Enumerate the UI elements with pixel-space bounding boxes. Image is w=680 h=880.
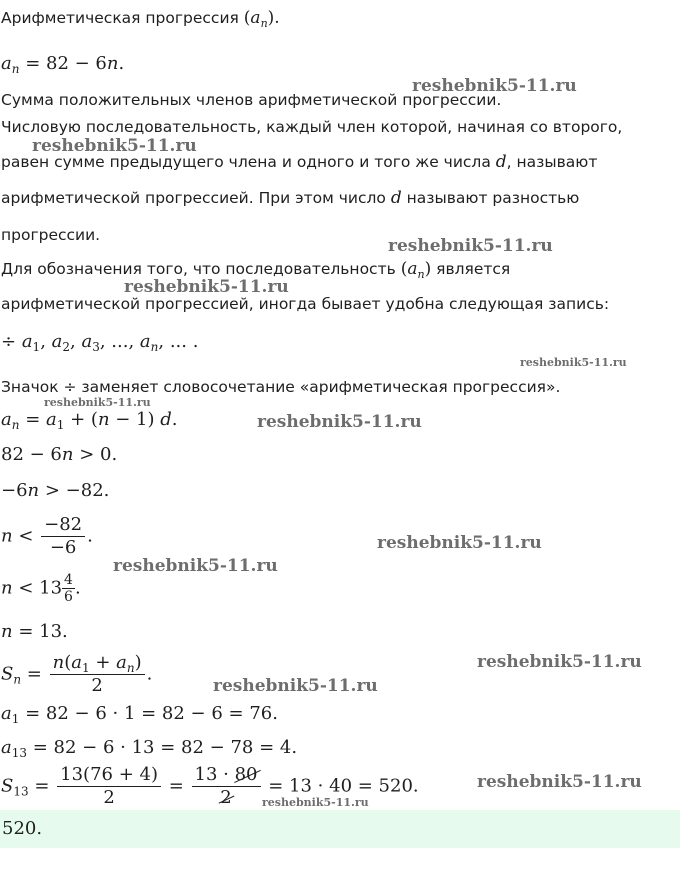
fraction-4-6: $\frac{4}{6}$ [64, 572, 73, 605]
formula-n-equals: n = 13. [1, 621, 68, 642]
line-6b-text: называют разностью [406, 189, 580, 207]
watermark: reshebnik5-11.ru [388, 236, 553, 256]
watermark: reshebnik5-11.ru [262, 796, 369, 809]
formula-an: $a_n = 82 - 6n$. [1, 53, 125, 76]
text-line-11: Значок ÷ заменяет словосочетание «арифметическая прогрессия». [1, 378, 561, 396]
watermark: reshebnik5-11.ru [44, 396, 151, 409]
formula-a13: $a_{13} = 82 - 6 \cdot 13 = 82 - 78 = 4$. [1, 737, 298, 760]
watermark: reshebnik5-11.ru [213, 676, 378, 696]
formula-inequality-4: n < 13 $\frac{4}{6}$ . [1, 572, 81, 605]
formula-a1: $a_1 = 82 - 6 \cdot 1 = 82 - 6 = 76$. [1, 703, 278, 726]
formula-inequality-1: 82 − 6n > 0. [1, 444, 118, 465]
answer-value: 520. [2, 818, 43, 839]
text-line-8 [1, 259, 510, 279]
formula-general-term: $a_n = a_1 + (n - 1)$ d. [1, 409, 178, 432]
text-line-7: прогрессии. [1, 226, 101, 244]
watermark: reshebnik5-11.ru [477, 772, 642, 792]
watermark: reshebnik5-11.ru [257, 412, 422, 432]
formula-sum: $S_n$ = $\frac{n(a_1 + a_n)}{2}$ . [1, 652, 153, 696]
formula-inequality-3: n < $\frac{-82}{-6}$ . [1, 514, 93, 558]
watermark: reshebnik5-11.ru [113, 556, 278, 576]
watermark: reshebnik5-11.ru [520, 356, 627, 369]
text-line-1 [1, 8, 280, 28]
line-6a-text: арифметической прогрессией. При этом число [1, 189, 386, 207]
an-notation-2: $(a_n)$ [400, 259, 432, 281]
line-8a-text: Для обозначения того, что последовательность [1, 260, 396, 278]
fraction-s13-b: $\frac{13 \cdot 80}{2}$ [192, 764, 261, 809]
fraction-s13-a: $\frac{13(76 + 4)}{2}$ [57, 764, 161, 809]
formula-s13: $S_{13}$ = $\frac{13(76 + 4)}{2}$ = $\frac{13 \cdot 80}{2}$ = 13 · 40 = 520. [1, 764, 419, 808]
fraction-sum: $\frac{n(a_1 + a_n)}{2}$ [50, 652, 145, 697]
line-8b-text: является [436, 260, 511, 278]
formula-sequence: ÷ $a_1$, $a_2$, $a_3$, ..., $a_n$, ... . [1, 331, 199, 354]
text-line-3: Сумма положительных членов арифметической прогрессии. [1, 91, 502, 109]
d-symbol: d [495, 152, 507, 172]
watermark: reshebnik5-11.ru [32, 136, 197, 156]
answer-box [0, 810, 680, 848]
text-line-6 [1, 188, 579, 208]
watermark: reshebnik5-11.ru [477, 652, 642, 672]
watermark: reshebnik5-11.ru [377, 533, 542, 553]
formula-inequality-2: −6n > −82. [1, 480, 110, 501]
text-line-4: Числовую последовательность, каждый член которой, начиная со второго, [1, 118, 623, 136]
an-notation: $(a_n)$. [243, 8, 280, 30]
line-5b-text: , называют [506, 153, 598, 171]
line-5a-text: равен сумме предыдущего члена и одного и того же числа [1, 153, 491, 171]
d-symbol-2: d [390, 188, 402, 208]
fraction-82-6: $\frac{-82}{-6}$ [41, 514, 85, 559]
watermark: reshebnik5-11.ru [124, 277, 289, 297]
watermark: reshebnik5-11.ru [412, 76, 577, 96]
line-1-text: Арифметическая прогрессия [1, 9, 239, 27]
text-line-9: арифметической прогрессией, иногда бывает удобна следующая запись: [1, 295, 610, 313]
